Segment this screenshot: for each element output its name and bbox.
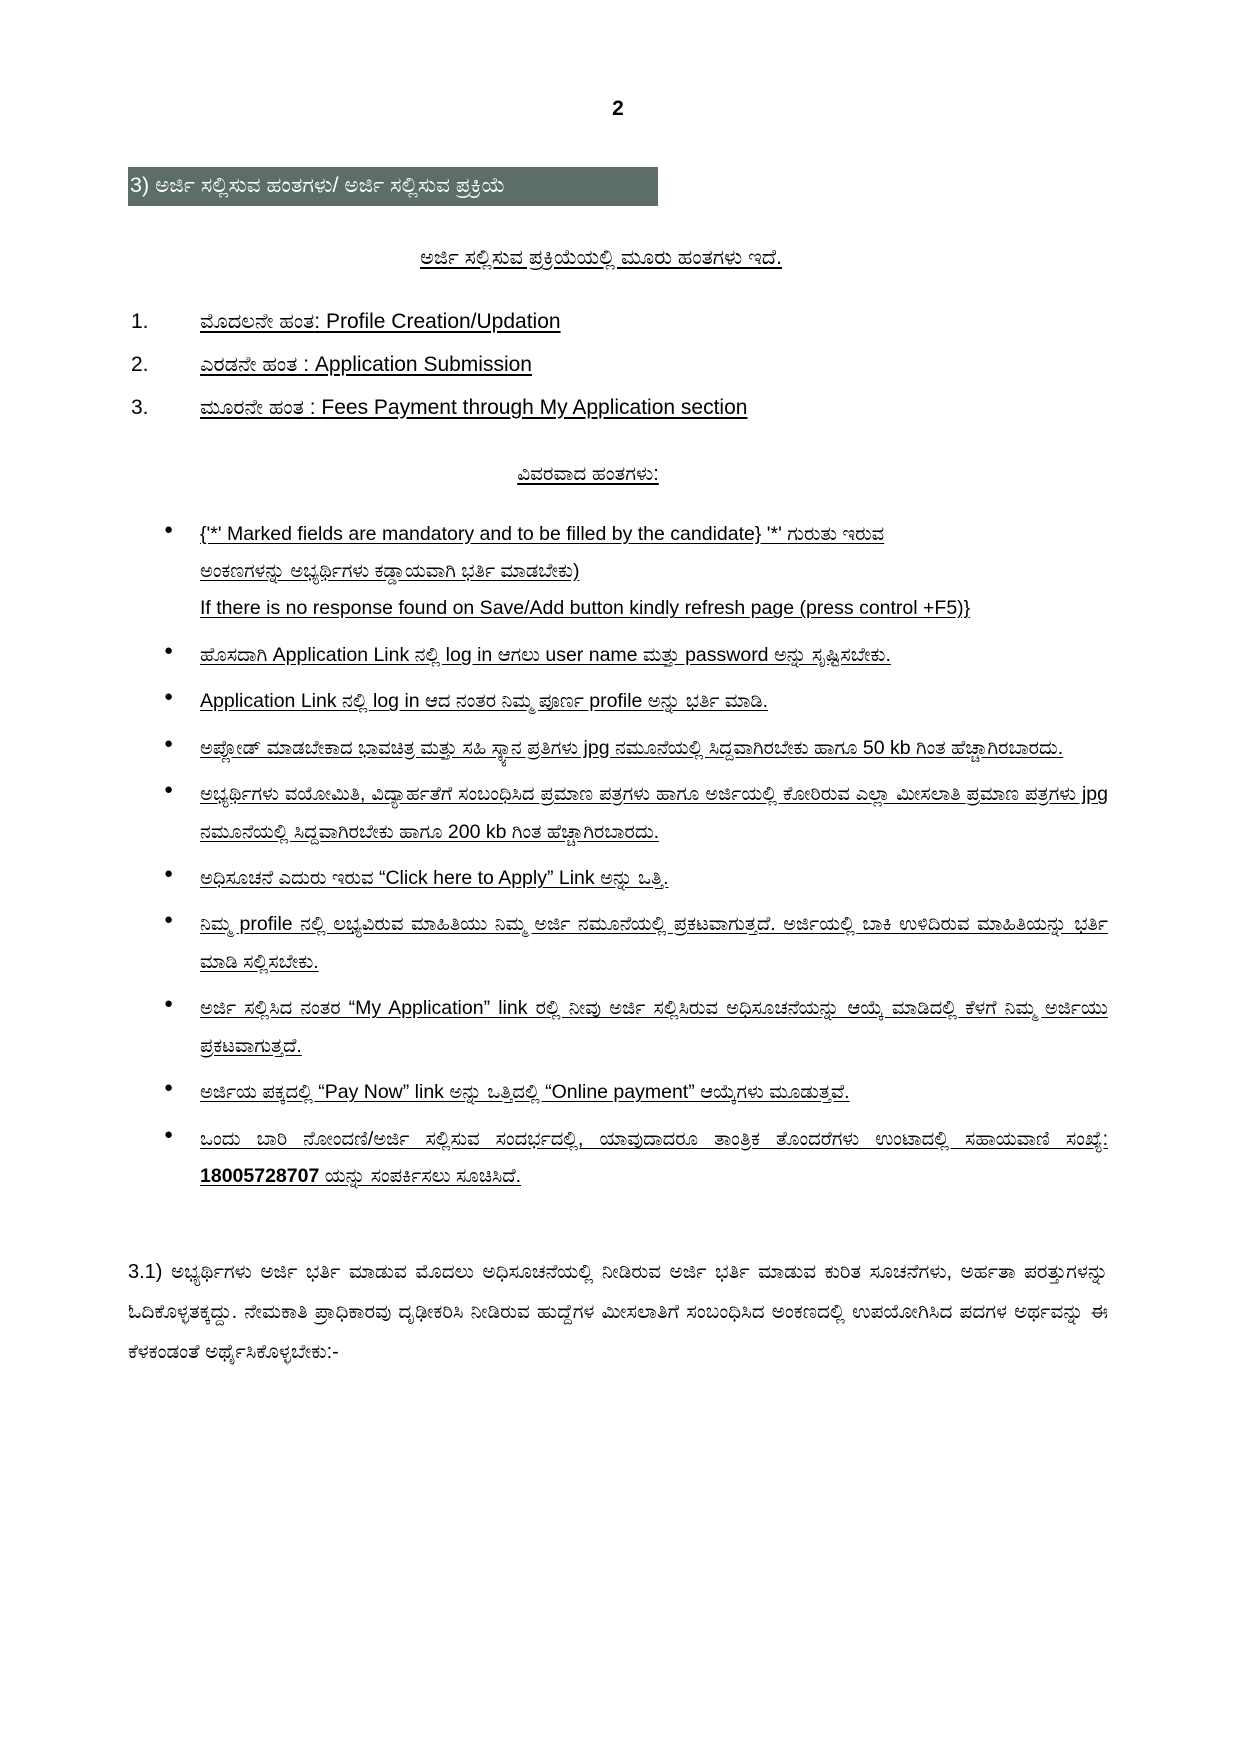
click-here-to-apply-text: ಅಧಿಸೂಚನೆ ಎದುರು ಇರುವ “Click here to Apply” Link ಅನ್ನು ಒತ್ತಿ. (200, 867, 669, 889)
bullet-marker: ● (164, 911, 174, 929)
bullet-certificates-upload (128, 776, 1108, 851)
details-heading-text: ವಿವರವಾದ ಹಂತಗಳು: (517, 462, 659, 485)
helpline-text-before: ಒಂದು ಬಾರಿ ನೋಂದಣಿ/ಅರ್ಜಿ ಸಲ್ಲಿಸುವ ಸಂದರ್ಭದಲ್ಲಿ, ಯಾವುದಾದರೂ ತಾಂತ್ರಿಕ ತೊಂದರೆಗಳು ಉಂಟಾದಲ್ಲಿ ಸಹಾಯವಾಣಿ ಸಂಖ್ಯೆ: (200, 1127, 1108, 1150)
step-separator: : (297, 352, 315, 376)
bullet-marker: ● (164, 520, 174, 538)
intro-heading (128, 246, 1074, 270)
photo-signature-upload-text: ಅಪ್ಲೋಡ್ ಮಾಡಬೇಕಾದ ಭಾವಚಿತ್ರ ಮತ್ತು ಸಹಿ ಸ್ಕ್ಯಾನ ಪ್ರತಿಗಳು jpg ನಮೂನೆಯಲ್ಲಿ ಸಿದ್ದವಾಗಿರಬೇಕು ಹಾಗೂ 50 kb ಗಿಂತ ಹೆಚ್ಚಾಗಿರಬಾರದು. (200, 736, 1064, 759)
bullet-marker: ● (164, 781, 174, 799)
page-number: 2 (612, 97, 624, 120)
step-item (128, 353, 1108, 377)
certificates-upload-text: ಅಭ್ಯರ್ಥಿಗಳು ವಯೋಮಿತಿ, ವಿದ್ಯಾರ್ಹತೆಗೆ ಸಂಬಂಧಿಸಿದ ಪ್ರಮಾಣ ಪತ್ರಗಳು ಹಾಗೂ ಅರ್ಜಿಯಲ್ಲಿ ಕೋರಿರುವ ಎಲ್ಲಾ ಮೀಸಲಾತಿ ಪ್ರಮಾಣ ಪತ್ರಗಳು jpg ನಮೂನೆಯಲ್ಲಿ ಸಿದ್ದವಾಗಿರಬೇಕು ಹಾಗೂ 200 kb ಗಿಂತ ಹೆಚ್ಚಾಗಿರಬಾರದು. (200, 783, 1108, 843)
step-number: 3. (131, 395, 149, 419)
intro-heading-text: ಅರ್ಜಿ ಸಲ್ಲಿಸುವ ಪ್ರಕ್ರಿಯೆಯಲ್ಲಿ ಮೂರು ಹಂತಗಳು ಇದೆ. (420, 245, 782, 269)
details-heading (128, 463, 1048, 486)
bullet-marker: ● (164, 865, 174, 882)
step-separator: : (314, 309, 326, 333)
bullet-profile-autofill (128, 906, 1108, 981)
helpline-text (200, 1121, 1108, 1196)
create-login-text: ಹೊಸದಾಗಿ Application Link ನಲ್ಲಿ log in ಆಗಲು user name ಮತ್ತು password ಅನ್ನು ಸೃಷ್ಟಿಸಬೇಕು. (200, 643, 891, 666)
bullet-marker: ● (164, 641, 174, 659)
closing-paragraph-text: ಅಭ್ಯರ್ಥಿಗಳು ಅರ್ಜಿ ಭರ್ತಿ ಮಾಡುವ ಮೊದಲು ಅಧಿಸೂಚನೆಯಲ್ಲಿ ನೀಡಿರುವ ಅರ್ಜಿ ಭರ್ತಿ ಮಾಡುವ ಕುರಿತ ಸೂಚನೆಗಳು, ಅರ್ಹತಾ ಪರತ್ತುಗಳನ್ನು ಓದಿಕೊಳ್ಳತಕ್ಕದ್ದು. ನೇಮಕಾತಿ ಪ್ರಾಧಿಕಾರವು ದೃಢೀಕರಿಸಿ ನೀಡಿರುವ ಹುದ್ದೆಗಳ ಮೀಸಲಾತಿಗೆ ಸಂಬಂಧಿಸಿದ ಅಂಕಣದಲ್ಲಿ ಉಪಯೋಗಿಸಿದ ಪದಗಳ ಅರ್ಥವನ್ನು ಈ ಕೆಳಕಂಡಂತೆ ಅರ್ಥೈಸಿಕೊಳ್ಳಬೇಕು:- (128, 1260, 1109, 1363)
section-header-text: 3) ಅರ್ಜಿ ಸಲ್ಲಿಸುವ ಹಂತಗಳು/ ಅರ್ಜಿ ಸಲ್ಲಿಸುವ ಪ್ರಕ್ರಿಯೆ (130, 173, 506, 197)
bullet-marker: ● (164, 1125, 174, 1143)
step-label-english: Fees Payment through My Application section (321, 395, 748, 419)
step-separator: : (303, 395, 322, 419)
bullet-marker: ● (164, 688, 174, 706)
step-label-kannada: ಮೂರನೇ ಹಂತ (200, 395, 304, 419)
fill-profile-text: Application Link ನಲ್ಲಿ log in ಆದ ನಂತರ ನಿಮ್ಮ ಪೂರ್ಣ profile ಅನ್ನು ಭರ್ತಿ ಮಾಡಿ. (200, 690, 769, 713)
pay-now-text: ಅರ್ಜಿಯ ಪಕ್ಕದಲ್ಲಿ “Pay Now” link ಅನ್ನು ಒತ್ತಿದಲ್ಲಿ “Online payment” ಆಯ್ಕೆಗಳು ಮೂಡುತ್ತವೆ. (200, 1081, 850, 1104)
step-label-kannada: ಮೊದಲನೇ ಹಂತ (200, 309, 315, 333)
step-label-english: Application Submission (314, 352, 532, 376)
refresh-page-note: If there is no response found on Save/Add button kindly refresh page (press control +F5)} (200, 597, 971, 620)
step-number: 2. (131, 352, 149, 376)
section-header-bar (128, 167, 658, 206)
helpline-number: 18005728707 (200, 1165, 320, 1188)
steps-list (128, 310, 1108, 420)
closing-paragraph (128, 1252, 1108, 1372)
profile-autofill-text: ನಿಮ್ಮ profile ನಲ್ಲಿ ಲಭ್ಯವಿರುವ ಮಾಹಿತಿಯು ನಿಮ್ಮ ಅರ್ಜಿ ನಮೂನೆಯಲ್ಲಿ ಪ್ರಕಟವಾಗುತ್ತದೆ. ಅರ್ಜಿಯಲ್ಲಿ ಬಾಕಿ ಉಳಿದಿರುವ ಮಾಹಿತಿಯನ್ನು ಭರ್ತಿ ಮಾಡಿ ಸಲ್ಲಿಸಬೇಕು. (200, 913, 1108, 973)
closing-paragraph-number: 3.1) (128, 1260, 163, 1283)
bullet-photo-signature-upload (128, 730, 1108, 767)
bullet-click-here-to-apply (128, 860, 1108, 897)
step-number: 1. (131, 309, 149, 333)
mandatory-fields-english: {'*' Marked fields are mandatory and to be filled by the candidate} '*' (200, 522, 782, 545)
bullet-pay-now (128, 1074, 1108, 1111)
bullet-helpline (128, 1121, 1108, 1196)
instructions-list (128, 516, 1108, 1196)
bullet-mandatory-fields (128, 516, 1108, 628)
bullet-create-login (128, 637, 1108, 674)
mandatory-fields-kannada-tail: ಗುರುತು ಇರುವ (787, 522, 885, 545)
step-label-english: Profile Creation/Updation (325, 309, 561, 333)
mandatory-fields-line-1 (200, 516, 1108, 553)
step-label-kannada: ಎರಡನೇ ಹಂತ (200, 352, 298, 376)
mandatory-fields-line-2: ಅಂಕಣಗಳನ್ನು ಅಭ್ಯರ್ಥಿಗಳು ಕಡ್ಡಾಯವಾಗಿ ಭರ್ತಿ ಮಾಡಬೇಕು) (200, 559, 580, 582)
step-item (128, 396, 1108, 420)
bullet-my-application-link (128, 990, 1108, 1065)
step-item (128, 310, 1108, 334)
bullet-marker: ● (164, 734, 174, 752)
bullet-fill-profile (128, 683, 1108, 720)
helpline-text-after: ಯನ್ನು ಸಂಪರ್ಕಿಸಲು ಸೂಚಿಸಿದೆ. (319, 1165, 522, 1188)
my-application-link-text: ಅರ್ಜಿ ಸಲ್ಲಿಸಿದ ನಂತರ “My Application” link ರಲ್ಲಿ ನೀವು ಅರ್ಜಿ ಸಲ್ಲಿಸಿರುವ ಅಧಿಸೂಚನೆಯನ್ನು ಆಯ್ಕೆ ಮಾಡಿದಲ್ಲಿ ಕೆಳಗೆ ನಿಮ್ಮ ಅರ್ಜಿಯು ಪ್ರಕಟವಾಗುತ್ತದೆ. (200, 997, 1108, 1057)
bullet-marker: ● (164, 995, 174, 1013)
bullet-marker: ● (164, 1079, 174, 1097)
